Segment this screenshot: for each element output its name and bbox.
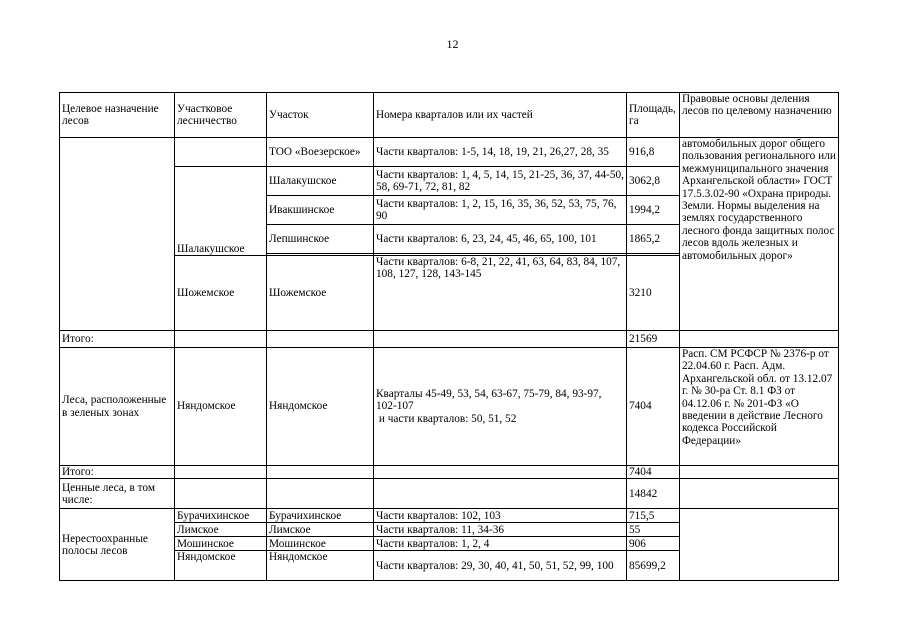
cell-quarters: Части кварталов: 29, 30, 40, 41, 50, 51, 52, 99, 100 — [374, 551, 627, 581]
cell-empty — [175, 479, 267, 509]
cell-area: 916,8 — [627, 138, 680, 167]
cell-quarters: Части кварталов: 102, 103 — [374, 509, 627, 523]
cell-plot: Ивакшинское — [267, 196, 374, 225]
cell-empty — [374, 331, 627, 348]
table-row — [60, 348, 839, 466]
cell-area: 7404 — [627, 348, 680, 466]
table-row — [60, 138, 839, 167]
cell-plot: Бурачихинское — [267, 509, 374, 523]
cell-empty — [680, 479, 839, 509]
cell-quarters — [374, 348, 627, 466]
quarters-line: Кварталы 45-49, 53, 54, 63-67, 75-79, 84, 93-97, 102-107 — [376, 387, 602, 413]
cell-plot: Лепшинское — [267, 225, 374, 254]
cell-purpose: Нерестоохранные полосы лесов — [60, 509, 175, 581]
cell-plot: Няндомское — [267, 348, 374, 466]
forest-purpose-table — [59, 92, 839, 581]
table-row — [60, 509, 839, 523]
cell-empty — [267, 466, 374, 479]
cell-area: 906 — [627, 537, 680, 551]
cell-valuable-area: 14842 — [627, 479, 680, 509]
cell-legal: автомобильных дорог общего пользования регионального или межмуниципального значения Архангельской области» ГОСТ 17.5.3.02-90 «Охрана природы. Земли. Нормы выделения на землях государственного лесного фонда защитных полос лесов вдоль железных и автомобильных дорог» — [680, 138, 839, 331]
cell-valuable-label: Ценные леса, в том числе: — [60, 479, 175, 509]
cell-empty — [175, 331, 267, 348]
cell-quarters: Части кварталов: 1-5, 14, 18, 19, 21, 26,27, 28, 35 — [374, 138, 627, 167]
cell-total-area: 7404 — [627, 466, 680, 479]
cell-empty — [267, 479, 374, 509]
cell-district: Бурачихинское — [175, 509, 267, 523]
cell-purpose-empty — [60, 138, 175, 331]
header-row — [60, 93, 839, 138]
cell-quarters: Части кварталов: 6-8, 21, 22, 41, 63, 64, 83, 84, 107, 108, 127, 128, 143-145 — [374, 256, 627, 331]
total-row — [60, 331, 839, 348]
header-area: Площадь, га — [627, 93, 680, 138]
cell-total-label: Итого: — [60, 466, 175, 479]
cell-legal-empty — [680, 509, 839, 581]
header-district: Участковое лесничество — [175, 93, 267, 138]
header-quarters: Номера кварталов или их частей — [374, 93, 627, 138]
cell-purpose: Леса, расположенные в зеленых зонах — [60, 348, 175, 466]
cell-district: Мошинское — [175, 537, 267, 551]
cell-quarters: Части кварталов: 11, 34-36 — [374, 523, 627, 537]
cell-plot: Шалакушское — [267, 167, 374, 196]
cell-plot: Лимское — [267, 523, 374, 537]
cell-district: Няндомское — [175, 551, 267, 581]
cell-district: Лимское — [175, 523, 267, 537]
cell-area: 85699,2 — [627, 551, 680, 581]
cell-quarters: Части кварталов: 1, 2, 15, 16, 35, 36, 52, 53, 75, 76, 90 — [374, 196, 627, 225]
cell-area: 3210 — [627, 256, 680, 331]
cell-empty — [374, 479, 627, 509]
cell-district: Шалакушское — [175, 167, 267, 256]
cell-empty — [680, 331, 839, 348]
header-plot: Участок — [267, 93, 374, 138]
cell-area: 715,5 — [627, 509, 680, 523]
cell-empty — [175, 466, 267, 479]
cell-empty — [267, 331, 374, 348]
cell-district: Няндомское — [175, 348, 267, 466]
cell-empty — [374, 466, 627, 479]
cell-empty — [680, 466, 839, 479]
cell-district: Шожемское — [175, 256, 267, 331]
header-legal: Правовые основы деления лесов по целевому назначению — [680, 93, 839, 138]
cell-quarters: Части кварталов: 1, 2, 4 — [374, 537, 627, 551]
cell-total-area: 21569 — [627, 331, 680, 348]
header-purpose: Целевое назначение лесов — [60, 93, 175, 138]
cell-legal: Расп. СМ РСФСР № 2376-р от 22.04.60 г. Расп. Адм. Архангельской обл. от 13.12.07 г. № 30-ра Ст. 8.1 ФЗ от 04.12.06 г. № 201-ФЗ «О введении в действие Лесного кодекса Российской Федерации» — [680, 348, 839, 466]
cell-quarters: Части кварталов: 6, 23, 24, 45, 46, 65, 100, 101 — [374, 225, 627, 254]
quarters-line: и части кварталов: 50, 51, 52 — [376, 412, 517, 425]
cell-district-empty — [175, 138, 267, 167]
cell-area: 1994,2 — [627, 196, 680, 225]
table-row — [60, 479, 839, 509]
cell-total-label: Итого: — [60, 331, 175, 348]
cell-area: 3062,8 — [627, 167, 680, 196]
cell-plot: Няндомское — [267, 551, 374, 581]
cell-plot: Мошинское — [267, 537, 374, 551]
page-number: 12 — [446, 37, 459, 51]
cell-area: 1865,2 — [627, 225, 680, 254]
cell-area: 55 — [627, 523, 680, 537]
cell-plot: Шожемское — [267, 256, 374, 331]
cell-quarters: Части кварталов: 1, 4, 5, 14, 15, 21-25, 36, 37, 44-50, 58, 69-71, 72, 81, 82 — [374, 167, 627, 196]
cell-plot: ТОО «Воезерское» — [267, 138, 374, 167]
total-row — [60, 466, 839, 479]
